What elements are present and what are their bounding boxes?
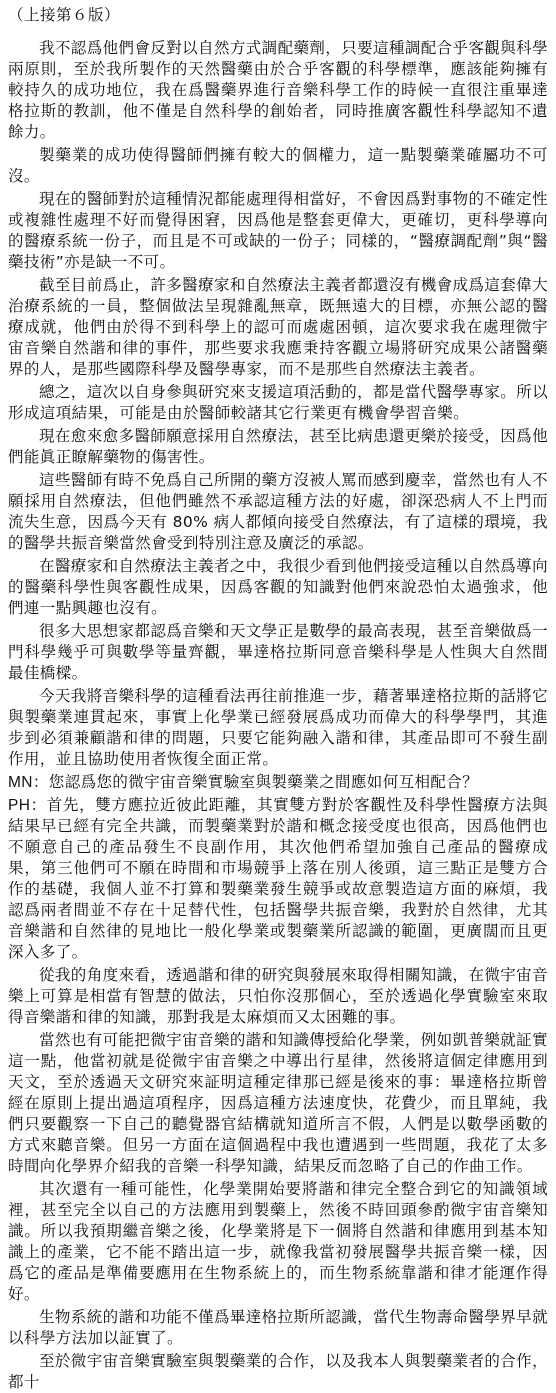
paragraph-text: 現在的醫師對於這種情況都能處理得相當好，不會因爲對事物的不確定性或複雜性處理不好而覺得困窘，因爲他是整套更偉大，更確切，更科學導向的醫療系統一份子，而且是不可或缺的一份子；同樣的，“醫療調配劑”與“醫藥技術”亦是缺一不可。 — [8, 190, 548, 271]
article-paragraph — [8, 1307, 548, 1349]
article-paragraph — [8, 1030, 548, 1177]
paragraph-text: 總之，這次以自身參與研究來支援這項活動的，都是當代醫學專家。所以形成這項結果，可能是由於醫師較諸其它行業更有機會學習音樂。 — [8, 383, 548, 422]
article-paragraph — [8, 189, 548, 273]
paragraph-text: ：您認爲您的微宇宙音樂實驗室與製藥業之間應如何互相配合？ — [32, 773, 479, 791]
paragraph-text: ：首先，雙方應拉近彼此距離，其實雙方對於客觀性及科學性醫療方法與結果早已經有完全共識，而製藥業對於諧和概念接受度也很高，因爲他們也不願意自己的產品發生不良副作用，其次他們希望加強自己產品的醫療成果，第三他們可不願在時間和市場競爭上落在別人後頭，這三點正是雙方合作的基礎，我個人並不打算和製藥業發生競爭或故意製造這方面的麻煩，我認爲兩者間並不存在十足替代性，包括醫學共振音樂，我對於自然律，尤其音樂諧和自然律的見地比一般化學業或製藥業所認識的範圍，更廣闊而且更深入多了。 — [8, 796, 548, 961]
paragraph-text: 其次還有一種可能性，化學業開始要將諧和律完全整合到它的知識領域裡，甚至完全以自己的方法應用到製藥上，然後不時回頭參酌微宇宙音樂知識。所以我預期繼音樂之後，化學業將是下一個將自然諧和律應用到基本知識上的產業，它不能不踏出這一步，就像我當初發展醫學共振音樂一樣，因爲它的產品是準備要應用在生物系統上的，而生物系統靠諧和律才能運作得好。 — [8, 1180, 548, 1303]
paragraph-text: 生物系統的諧和功能不僅爲畢達格拉斯所認識，當代生物壽命醫學界早就以科學方法加以証實了。 — [8, 1308, 548, 1347]
speaker-label: PH — [8, 797, 31, 814]
paragraph-text: 當然也有可能把微宇宙音樂的諧和知識傳授給化學業，例如凱普樂就証實這一點，他當初就是從微宇宙音樂之中導出行星律，然後將這個定律應用到天文，至於透過天文研究來証明這種定律那已經是後來的事：畢達格拉斯曾經在原則上提出過這項程序，因爲這種方法速度快，花費少，而且單純，我們只要觀察一下自己的聽覺器官結構就知道所言不假，人們是以數學函數的方式來聽音樂。但另一方面在這個過程中我也遭遇到一些問題，我花了太多時間向化學界介紹我的音樂一科學知識，結果反而忽略了自己的作曲工作。 — [8, 1031, 548, 1175]
article-paragraph — [8, 1351, 548, 1393]
paragraph-text: 我不認爲他們會反對以自然方式調配藥劑，只要這種調配合乎客觀與科學兩原則，至於我所製作的天然醫藥由於合乎客觀的科學標準，應該能夠擁有較持久的成功地位，我在爲醫藥界進行音樂科學工作的時候一直很注重畢達格拉斯的教訓，他不僅是自然科學的創始者，同時推廣客觀性科學認知不遺餘力。 — [8, 39, 548, 141]
article-paragraph — [8, 426, 548, 468]
article-paragraph — [8, 621, 548, 684]
paragraph-text: 今天我將音樂科學的這種看法再往前推進一步，藉著畢達格拉斯的話將它與製藥業連貫起來，事實上化學業已經發展爲成功而偉大的科學學門，其進步到必須兼顧諧和律的問題，只要它能夠融入諧和律，其產品即可不發生副作用，並且協助使用者恢復全面正常。 — [8, 687, 548, 768]
paragraph-text: 在醫療家和自然療法主義者之中，我很少看到他們接受這種以自然爲導向的醫藥科學性與客觀性成果，因爲客觀的知識對他們來說恐怕太過強求，他們連一點興趣也沒有。 — [8, 557, 548, 617]
article-body — [8, 38, 548, 1393]
paragraph-text: 這些醫師有時不免爲自己所開的藥方沒被人罵而感到慶幸，當然也有人不願採用自然療法，但他們雖然不承認這種方法的好處，卻深恐病人不上門而流失生意，因爲今天有 80% 病人都傾向接受自然療法，有了這樣的環境，我的醫學共振音樂當然會受到特別注意及廣泛的承認。 — [8, 471, 548, 552]
interview-turn — [8, 795, 548, 963]
speaker-label: MN — [8, 774, 33, 791]
paragraph-text: 很多大思想家都認爲音樂和天文學正是數學的最高表現，甚至音樂做爲一門科學幾乎可與數學等量齊觀，畢達格拉斯同意音樂科學是人性與大自然間最佳橋樑。 — [8, 622, 548, 682]
paragraph-text: 至於微宇宙音樂實驗室與製藥業的合作，以及我本人與製藥業者的合作，都十 — [8, 1352, 548, 1391]
paragraph-text: 現在愈來愈多醫師願意採用自然療法，甚至比病患還更樂於接受，因爲他們能眞正瞭解藥物的傷害性。 — [8, 427, 548, 466]
article-paragraph — [8, 382, 548, 424]
article-paragraph — [8, 686, 548, 770]
interview-turn — [8, 772, 548, 793]
paragraph-text: 截至目前爲止，許多醫療家和自然療法主義者都還沒有機會成爲這套偉大治療系統的一員，整個做法呈現雜亂無章，既無遠大的目標，亦無公認的醫療成就，他們由於得不到科學上的認可而處處困頓，這次要求我在處理微宇宙音樂自然諧和律的事件，那些要求我應秉持客觀立場將研究成果公諸醫藥界的人，是那些國際科學及醫學專家，而不是那些自然療法主義者。 — [8, 276, 548, 378]
article-paragraph — [8, 145, 548, 187]
article-paragraph — [8, 470, 548, 554]
article-paragraph — [8, 965, 548, 1028]
article-paragraph — [8, 275, 548, 380]
paragraph-text: 從我的角度來看，透過諧和律的研究與發展來取得相關知識，在微宇宙音樂上可算是相當有智慧的做法，只怕你沒那個心，至於透過化學實驗室來取得音樂諧和律的知識，那對我是太麻煩而又太困難的事。 — [8, 966, 548, 1026]
paragraph-text: 製藥業的成功使得醫師們擁有較大的個權力，這一點製藥業確屬功不可沒。 — [8, 146, 548, 185]
article-paragraph — [8, 38, 548, 143]
article-paragraph — [8, 556, 548, 619]
continuation-note: （上接第６版） — [8, 6, 121, 24]
article-paragraph — [8, 1179, 548, 1305]
